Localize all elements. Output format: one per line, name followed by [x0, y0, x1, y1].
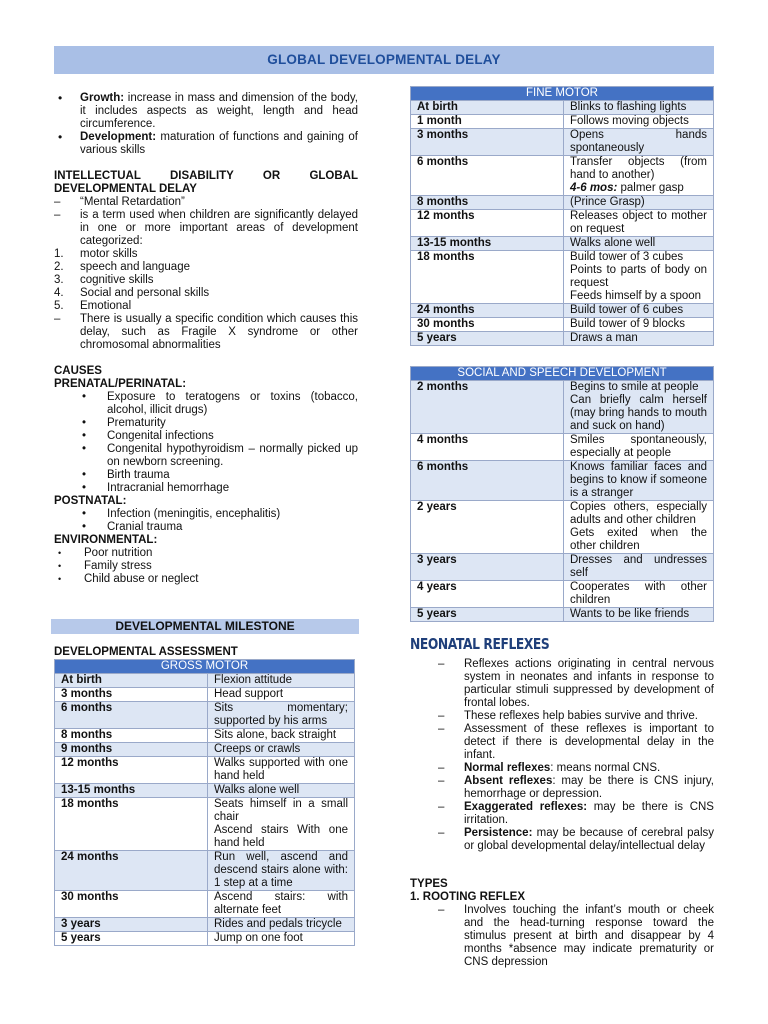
age-cell: 5 years: [411, 608, 564, 622]
milestone-cell: Head support: [208, 688, 355, 702]
milestone-cell: Creeps or crawls: [208, 743, 355, 757]
table-row: [55, 702, 355, 729]
age-cell: At birth: [411, 101, 564, 115]
table-row: [55, 798, 355, 851]
milestone-cell: Walks alone well: [208, 784, 355, 798]
table-row: [55, 743, 355, 757]
table-row: [411, 115, 714, 129]
postnatal-list: [54, 508, 358, 534]
milestone-cell: Blinks to flashing lights: [564, 101, 714, 115]
gross-motor-header: GROSS MOTOR: [55, 660, 355, 674]
table-row: [411, 101, 714, 115]
table-row: [411, 210, 714, 237]
palmer-grasp-note: [570, 182, 707, 195]
milestone-line: Feeds himself by a spoon: [570, 290, 702, 302]
age-cell: 24 months: [411, 304, 564, 318]
age-cell: 3 years: [411, 554, 564, 581]
reflex-text: These reflexes help babies survive and thrive.: [464, 710, 698, 722]
table-row: [55, 851, 355, 891]
table-row: [55, 757, 355, 784]
milestone-bar: DEVELOPMENTAL MILESTONE: [51, 619, 359, 634]
age-cell: 13-15 months: [411, 237, 564, 251]
age-cell: 8 months: [411, 196, 564, 210]
table-row: [411, 237, 714, 251]
list-item: 4. Social and personal skills: [54, 287, 210, 299]
page-title: GLOBAL DEVELOPMENTAL DELAY: [54, 46, 714, 74]
milestone-cell: Ascend stairs: with alternate feet: [208, 891, 355, 918]
milestone-cell: [208, 798, 355, 851]
table-row: [411, 129, 714, 156]
milestone-cell: Walks alone well: [564, 237, 714, 251]
table-row: [411, 332, 714, 346]
age-cell: 6 months: [411, 156, 564, 196]
age-cell: 6 months: [411, 461, 564, 501]
table-row: [55, 784, 355, 798]
table-row: [411, 554, 714, 581]
fine-motor-table-wrap: [410, 86, 714, 346]
milestone-cell: [564, 501, 714, 554]
gross-motor-table-wrap: [54, 659, 355, 946]
list-item: • Family stress: [54, 560, 358, 573]
age-cell: 2 months: [411, 381, 564, 434]
prenatal-list: [54, 391, 358, 495]
age-cell: 30 months: [411, 318, 564, 332]
milestone-cell: Jump on one foot: [208, 932, 355, 946]
reflex-text: may be there is CNS irritation.: [464, 801, 714, 826]
table-row: [411, 501, 714, 554]
reflex-item: [438, 658, 714, 710]
table-row: [411, 196, 714, 210]
intro-growth: • Growth: increase in mass and dimension of the body, it includes aspects as weight, length and head circumference.: [54, 92, 358, 131]
age-cell: 30 months: [55, 891, 208, 918]
age-cell: 18 months: [411, 251, 564, 304]
reflex-text: : may be there is CNS injury, hemorrhage or depression.: [464, 775, 714, 800]
neonatal-list: [438, 658, 714, 853]
milestone-cell: Wants to be like friends: [564, 608, 714, 622]
milestone-cell: Sits momentary; supported by his arms: [208, 702, 355, 729]
palmer-grasp-label: 4-6 mos:: [570, 182, 618, 194]
reflex-text: Reflexes actions originating in central nervous system in neonates and infants in response to particular stimuli suppressed by development of frontal lobes.: [464, 658, 714, 709]
reflex-item: [438, 710, 714, 723]
social-speech-table: [410, 366, 714, 622]
table-row: [411, 461, 714, 501]
list-item: 2. speech and language: [54, 261, 190, 273]
reflex-text: may be because of cerebral palsy or global developmental delay/intellectual delay: [464, 827, 714, 852]
age-cell: 2 years: [411, 501, 564, 554]
milestone-cell: Build tower of 9 blocks: [564, 318, 714, 332]
list-item: • Child abuse or neglect: [54, 573, 358, 586]
reflex-item: [438, 801, 714, 827]
milestone-cell: Releases object to mother on request: [564, 210, 714, 237]
milestone-cell: Sits alone, back straight: [208, 729, 355, 743]
list-item: 3. cognitive skills: [54, 274, 154, 286]
milestone-cell: Flexion attitude: [208, 674, 355, 688]
table-row: [55, 688, 355, 702]
table-row: [411, 381, 714, 434]
milestone-cell: Dresses and undresses self: [564, 554, 714, 581]
milestone-cell: Build tower of 6 cubes: [564, 304, 714, 318]
gross-motor-table: [54, 659, 355, 946]
assessment-heading: DEVELOPMENTAL ASSESSMENT: [54, 646, 238, 658]
intro-list: [54, 92, 358, 157]
left-column: [54, 92, 358, 586]
milestone-line: Transfer objects (from hand to another): [570, 156, 707, 181]
list-item: • Intracranial hemorrhage: [80, 482, 358, 495]
list-item: • Exposure to teratogens or toxins (tobacco, alcohol, illicit drugs): [80, 391, 358, 417]
reflex-text: Assessment of these reflexes is important to detect if there is developmental delay in the infant.: [464, 723, 714, 761]
rooting-heading: 1. ROOTING REFLEX: [410, 891, 526, 903]
prenatal-heading: PRENATAL/PERINATAL:: [54, 378, 187, 390]
age-cell: 5 years: [55, 932, 208, 946]
milestone-line: Copies others, especially adults and other children: [570, 501, 707, 526]
social-table-wrap: [410, 366, 714, 622]
reflex-term: Absent reflexes: [464, 775, 553, 787]
milestone-cell: Opens hands spontaneously: [564, 129, 714, 156]
reflex-text: : means normal CNS.: [550, 762, 661, 774]
intro-development: • Development: maturation of functions and gaining of various skills: [54, 131, 358, 157]
list-item: • Congenital hypothyroidism – normally picked up on newborn screening.: [80, 443, 358, 469]
milestone-line: Begins to smile at people: [570, 381, 699, 393]
milestone-cell: Walks supported with one hand held: [208, 757, 355, 784]
table-row: [411, 156, 714, 196]
reflex-item: [438, 762, 714, 775]
milestone-line: Seats himself in a small chair: [214, 798, 348, 823]
fine-motor-header: FINE MOTOR: [411, 87, 714, 101]
milestone-cell: [564, 156, 714, 196]
milestone-cell: Cooperates with other children: [564, 581, 714, 608]
age-cell: 13-15 months: [55, 784, 208, 798]
age-cell: 4 years: [411, 581, 564, 608]
age-cell: 4 months: [411, 434, 564, 461]
milestone-line: Can briefly calm herself (may bring hands to mouth and suck on hand): [570, 394, 707, 432]
milestone-cell: Run well, ascend and descend stairs alone with: 1 step at a time: [208, 851, 355, 891]
table-row: [411, 581, 714, 608]
rooting-list: [438, 904, 714, 969]
milestone-cell: Smiles spontaneously, especially at people: [564, 434, 714, 461]
reflex-item: [438, 775, 714, 801]
types-heading: TYPES: [410, 878, 448, 890]
list-item: • Poor nutrition: [54, 547, 358, 560]
age-cell: 3 months: [411, 129, 564, 156]
milestone-cell: Rides and pedals tricycle: [208, 918, 355, 932]
list-item: • Infection (meningitis, encephalitis): [80, 508, 358, 521]
development-areas-list: [54, 248, 358, 313]
age-cell: At birth: [55, 674, 208, 688]
postnatal-heading: POSTNATAL:: [54, 495, 127, 507]
neonatal-section: [410, 635, 730, 653]
reflex-term: Normal reflexes: [464, 762, 551, 774]
reflex-item: [438, 723, 714, 762]
milestone-cell: [564, 381, 714, 434]
reflex-term: Exaggerated reflexes:: [464, 801, 588, 813]
milestone-line: Build tower of 3 cubes: [570, 251, 684, 263]
age-cell: 9 months: [55, 743, 208, 757]
milestone-line: Points to parts of body on request: [570, 264, 707, 289]
age-cell: 18 months: [55, 798, 208, 851]
intellectual-note: [54, 313, 358, 352]
table-row: [411, 318, 714, 332]
table-row: [411, 304, 714, 318]
table-row: [55, 674, 355, 688]
milestone-cell: Draws a man: [564, 332, 714, 346]
fine-motor-table: [410, 86, 714, 346]
table-row: [55, 729, 355, 743]
table-row: [55, 918, 355, 932]
milestone-cell: [564, 251, 714, 304]
rooting-text: – Involves touching the infant’s mouth or cheek and the head-turning response toward the stimulus present at birth and disappear by 4 months *absence may indicate prematurity or CNS depression: [438, 904, 714, 969]
table-row: [411, 608, 714, 622]
types-section: [410, 878, 714, 969]
dash-item: – “Mental Retardation”: [54, 196, 358, 209]
reflex-item: [438, 827, 714, 853]
list-item: • Congenital infections: [80, 430, 358, 443]
milestone-cell: Follows moving objects: [564, 115, 714, 129]
list-item: • Cranial trauma: [80, 521, 358, 534]
intellectual-heading: INTELLECTUAL DISABILITY OR GLOBAL DEVELOPMENTAL DELAY: [54, 170, 358, 195]
age-cell: 3 months: [55, 688, 208, 702]
age-cell: 3 years: [55, 918, 208, 932]
milestone-cell: Knows familiar faces and begins to know if someone is a stranger: [564, 461, 714, 501]
list-item: 1. motor skills: [54, 248, 138, 260]
intellectual-dash-list: [54, 196, 358, 248]
neonatal-title: NEONATAL REFLEXES: [410, 635, 550, 653]
milestone-line: Gets exited when the other children: [570, 527, 707, 552]
table-row: [411, 434, 714, 461]
dash-item: – There is usually a specific condition which causes this delay, such as Fragile X syndrome or other chromosomal abnormalities: [54, 313, 358, 352]
age-cell: 24 months: [55, 851, 208, 891]
table-row: [55, 891, 355, 918]
table-row: [411, 251, 714, 304]
list-item: 5. Emotional: [54, 300, 132, 312]
social-speech-header: SOCIAL AND SPEECH DEVELOPMENT: [411, 367, 714, 381]
age-cell: 1 month: [411, 115, 564, 129]
table-row: [55, 932, 355, 946]
age-cell: 12 months: [55, 757, 208, 784]
palmer-grasp-text: palmer gasp: [617, 182, 684, 194]
milestone-line: Ascend stairs With one hand held: [214, 824, 348, 849]
age-cell: 12 months: [411, 210, 564, 237]
list-item: • Birth trauma: [80, 469, 358, 482]
age-cell: 6 months: [55, 702, 208, 729]
list-item: • Prematurity: [80, 417, 358, 430]
environmental-list: [54, 547, 358, 586]
dash-item: – is a term used when children are significantly delayed in one or more important areas of development categorized:: [54, 209, 358, 248]
milestone-cell: (Prince Grasp): [564, 196, 714, 210]
neonatal-body: [438, 658, 714, 853]
environmental-heading: ENVIRONMENTAL:: [54, 534, 158, 546]
reflex-term: Persistence:: [464, 827, 533, 839]
causes-heading: CAUSES: [54, 365, 102, 377]
age-cell: 8 months: [55, 729, 208, 743]
age-cell: 5 years: [411, 332, 564, 346]
